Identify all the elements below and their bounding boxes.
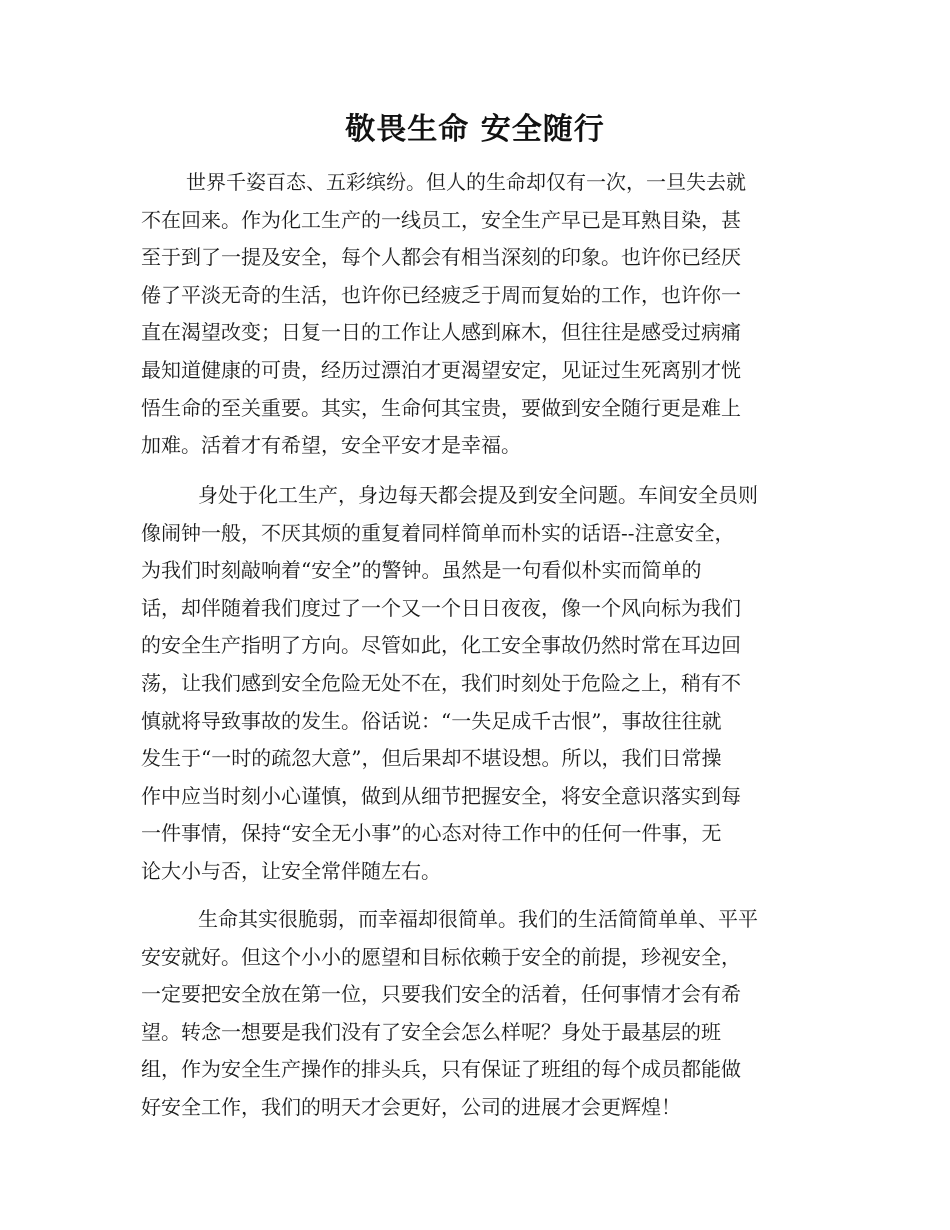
paragraph-line: 加难。活着才有希望，安全平安才是幸福。 (141, 433, 521, 458)
paragraph-line: 安安就好。但这个小小的愿望和目标依赖于安全的前提，珍视安全， (141, 944, 741, 969)
paragraph-line: 像闹钟一般，不厌其烦的重复着同样简单而朴实的话语--注意安全， (141, 520, 735, 545)
paragraph-line: 最知道健康的可贵，经历过漂泊才更渴望安定，见证过生死离别才恍 (141, 358, 741, 382)
paragraph-line: 作中应当时刻小心谨慎，做到从细节把握安全，将安全意识落实到每 (141, 783, 741, 808)
paragraph-line: 生命其实很脆弱，而幸福却很简单。我们的生活简简单单、平平 (198, 907, 758, 931)
paragraph-line: 好安全工作，我们的明天才会更好，公司的进展才会更辉煌！ (141, 1095, 681, 1119)
paragraph-line: 至于到了一提及安全，每个人都会有相当深刻的印象。也许你已经厌 (141, 245, 741, 270)
paragraph-line: 世界千姿百态、五彩缤纷。但人的生命却仅有一次，一旦失去就 (186, 170, 746, 194)
paragraph-line: 发生于“一时的疏忽大意”，但后果却不堪设想。所以，我们日常操 (141, 746, 722, 771)
paragraph-line: 望。转念一想要是我们没有了安全会怎么样呢？身处于最基层的班 (141, 1019, 721, 1044)
document-title: 敬畏生命 安全随行 (345, 112, 605, 147)
paragraph-line: 一定要把安全放在第一位，只要我们安全的活着，任何事情才会有希 (141, 982, 741, 1007)
paragraph-line: 慎就将导致事故的发生。俗话说：“一失足成千古恨”，事故往往就 (141, 708, 722, 733)
paragraph-line: 组，作为安全生产操作的排头兵，只有保证了班组的每个成员都能做 (141, 1057, 741, 1082)
paragraph-line: 一件事情，保持“安全无小事”的心态对待工作中的任何一件事，无 (141, 821, 722, 846)
paragraph-line: 不在回来。作为化工生产的一线员工，安全生产早已是耳熟目染，甚 (141, 207, 741, 232)
paragraph-line: 身处于化工生产，身边每天都会提及到安全问题。车间安全员则 (198, 483, 758, 507)
paragraph-line: 悟生命的至关重要。其实，生命何其宝贵，要做到安全随行更是难上 (141, 395, 741, 420)
paragraph-line: 荡，让我们感到安全危险无处不在，我们时刻处于危险之上，稍有不 (141, 671, 741, 695)
paragraph-line: 为我们时刻敲响着“安全”的警钟。虽然是一句看似朴实而简单的 (141, 558, 702, 583)
paragraph-line: 的安全生产指明了方向。尽管如此，化工安全事故仍然时常在耳边回 (141, 633, 741, 658)
paragraph-line: 论大小与否，让安全常伴随左右。 (141, 859, 441, 883)
paragraph-line: 话，却伴随着我们度过了一个又一个日日夜夜，像一个风向标为我们 (141, 595, 741, 620)
paragraph-line: 直在渴望改变；日复一日的工作让人感到麻木，但往往是感受过病痛 (141, 320, 741, 345)
paragraph-line: 倦了平淡无奇的生活，也许你已经疲乏于周而复始的工作，也许你一 (141, 282, 741, 307)
